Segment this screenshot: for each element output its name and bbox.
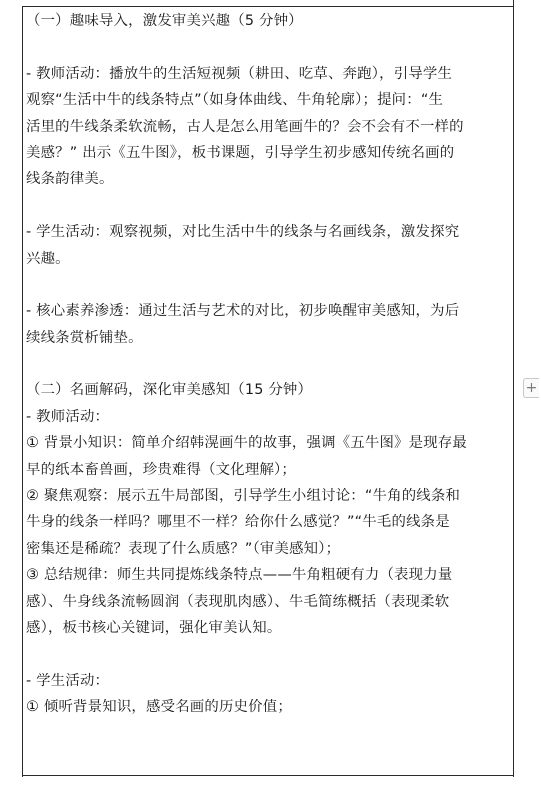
text-line: 感）、牛身线条流畅圆润（表现肌肉感）、牛毛简练概括（表现柔软	[26, 593, 450, 610]
text-line: - 教师活动：播放牛的生活短视频（耕田、吃草、奔跑），引导学生	[26, 65, 453, 82]
text-line: ① 背景小知识：简单介绍韩滉画牛的故事，强调《五牛图》是现存最	[26, 435, 468, 452]
text-line: 活里的牛线条柔软流畅，古人是怎么用笔画牛的？会不会有不一样的	[26, 118, 464, 135]
text-line: ③ 总结规律：师生共同提炼线条特点——牛角粗硬有力（表现力量	[26, 567, 453, 584]
blank-line	[26, 641, 510, 667]
text-line: - 教师活动：	[26, 408, 110, 425]
text-line: ② 聚焦观察：展示五牛局部图，引导学生小组讨论：“牛角的线条和	[26, 488, 461, 505]
text-line: - 学生活动：观察视频，对比生活中牛的线条与名画线条，激发探究	[26, 224, 460, 241]
blank-line	[26, 272, 510, 298]
blank-line	[26, 34, 510, 60]
text-line: ① 倾听背景知识，感受名画的历史价值；	[26, 699, 292, 716]
text-line: 感），板书核心关键词，强化审美认知。	[26, 619, 282, 636]
text-line: 续线条赏析铺垫。	[26, 329, 143, 346]
add-row-button[interactable]: +	[523, 378, 539, 398]
section-heading: （二）名画解码，深化审美感知（15 分钟）	[26, 382, 313, 399]
text-line: 美感？” 出示《五牛图》，板书课题，引导学生初步感知传统名画的	[26, 144, 455, 161]
text-line: - 核心素养渗透：通过生活与艺术的对比，初步唤醒审美感知，为后	[26, 303, 460, 320]
section-heading: （一）趣味导入，激发审美兴趣（5 分钟）	[26, 13, 303, 29]
text-line: 观察“生活中牛的线条特点”（如身体曲线、牛角轮廓）；提问：“生	[26, 92, 444, 109]
table-border-stub	[513, 0, 514, 8]
text-line: 密集还是稀疏？表现了什么质感？”（审美感知）；	[26, 540, 341, 557]
text-line: 线条韵律美。	[26, 171, 114, 188]
document-body	[26, 8, 510, 721]
blank-line	[26, 193, 510, 219]
table-bottom-border	[22, 775, 514, 776]
text-line: 早的纸本畜兽画，珍贵难得（文化理解）；	[26, 461, 297, 478]
text-line: 兴趣。	[26, 250, 70, 267]
text-line: 牛身的线条一样吗？哪里不一样？给你什么感觉？”“牛毛的线条是	[26, 514, 450, 531]
blank-line	[26, 351, 510, 377]
text-line: - 学生活动：	[26, 672, 110, 689]
